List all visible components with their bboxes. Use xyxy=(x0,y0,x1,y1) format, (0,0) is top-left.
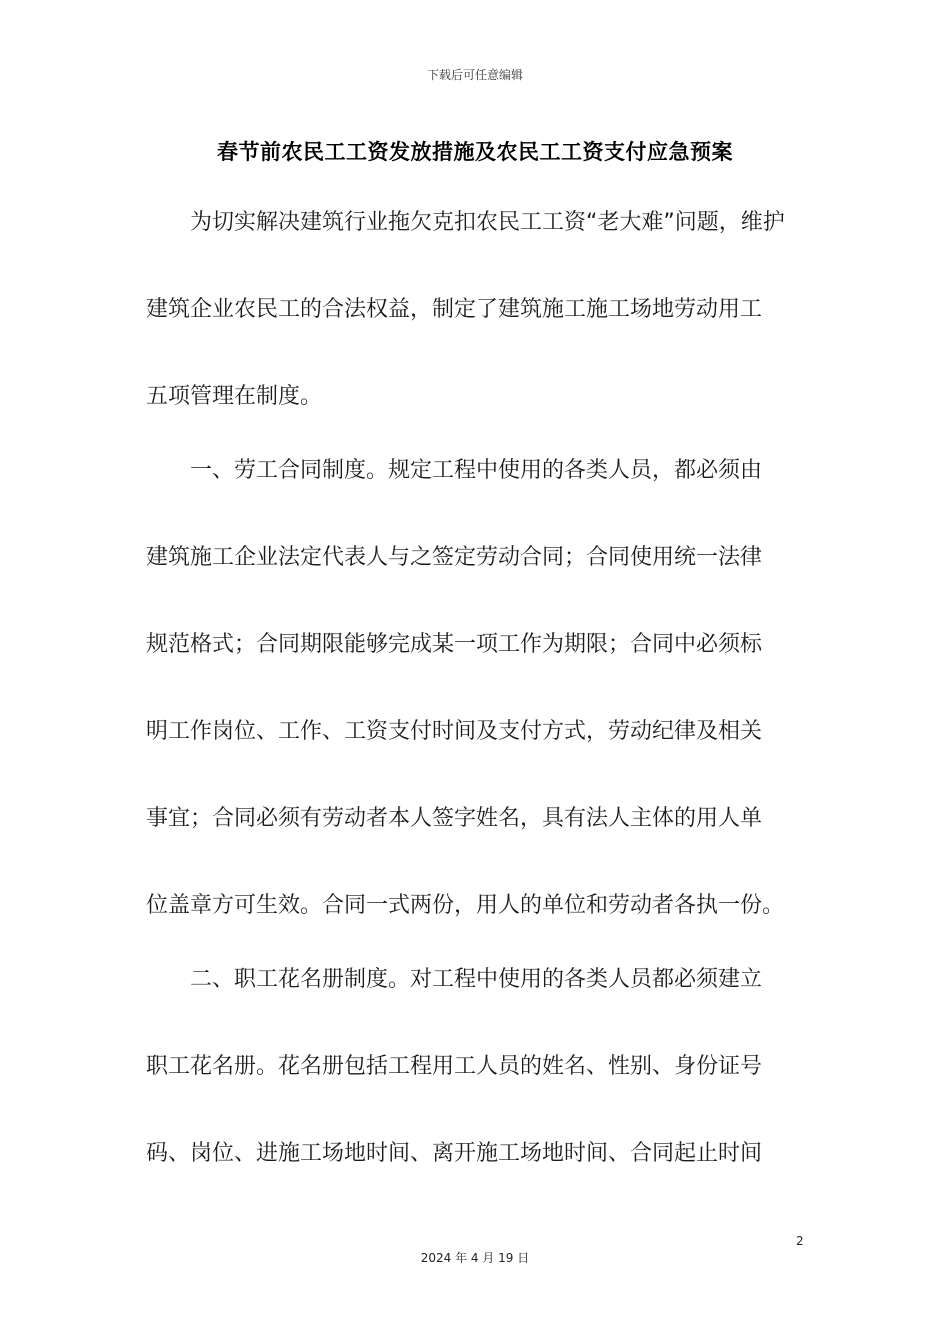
paragraph-line: 建筑施工企业法定代表人与之签定劳动合同；合同使用统一法律 xyxy=(146,545,763,570)
paragraph-line: 二、职工花名册制度。对工程中使用的各类人员都必须建立 xyxy=(190,967,763,992)
footer-date: 2024 年 4 月 19 日 xyxy=(420,1251,530,1265)
paragraph-line: 建筑企业农民工的合法权益，制定了建筑施工施工场地劳动用工 xyxy=(146,297,763,322)
paragraph-line: 明工作岗位、工作、工资支付时间及支付方式，劳动纪律及相关 xyxy=(146,719,763,744)
paragraph-line: 五项管理在制度。 xyxy=(146,384,323,409)
paragraph-line: 事宜；合同必须有劳动者本人签字姓名，具有法人主体的用人单 xyxy=(146,806,763,831)
paragraph-line: 一、劳工合同制度。规定工程中使用的各类人员，都必须由 xyxy=(190,458,763,483)
header-note: 下载后可任意编辑 xyxy=(426,68,523,82)
paragraph-line: 码、岗位、进施工场地时间、离开施工场地时间、合同起止时间 xyxy=(146,1141,763,1166)
page-number: 2 xyxy=(796,1234,804,1248)
paragraph-line: 位盖章方可生效。合同一式两份，用人的单位和劳动者各执一份。 xyxy=(146,893,785,918)
paragraph-line: 为切实解决建筑行业拖欠克扣农民工工资“老大难”问题，维护 xyxy=(190,210,785,235)
paragraph-line: 规范格式；合同期限能够完成某一项工作为期限；合同中必须标 xyxy=(146,632,763,657)
document-title: 春节前农民工工资发放措施及农民工工资支付应急预案 xyxy=(217,140,733,164)
paragraph-line: 职工花名册。花名册包括工程用工人员的姓名、性别、身份证号 xyxy=(146,1054,763,1079)
